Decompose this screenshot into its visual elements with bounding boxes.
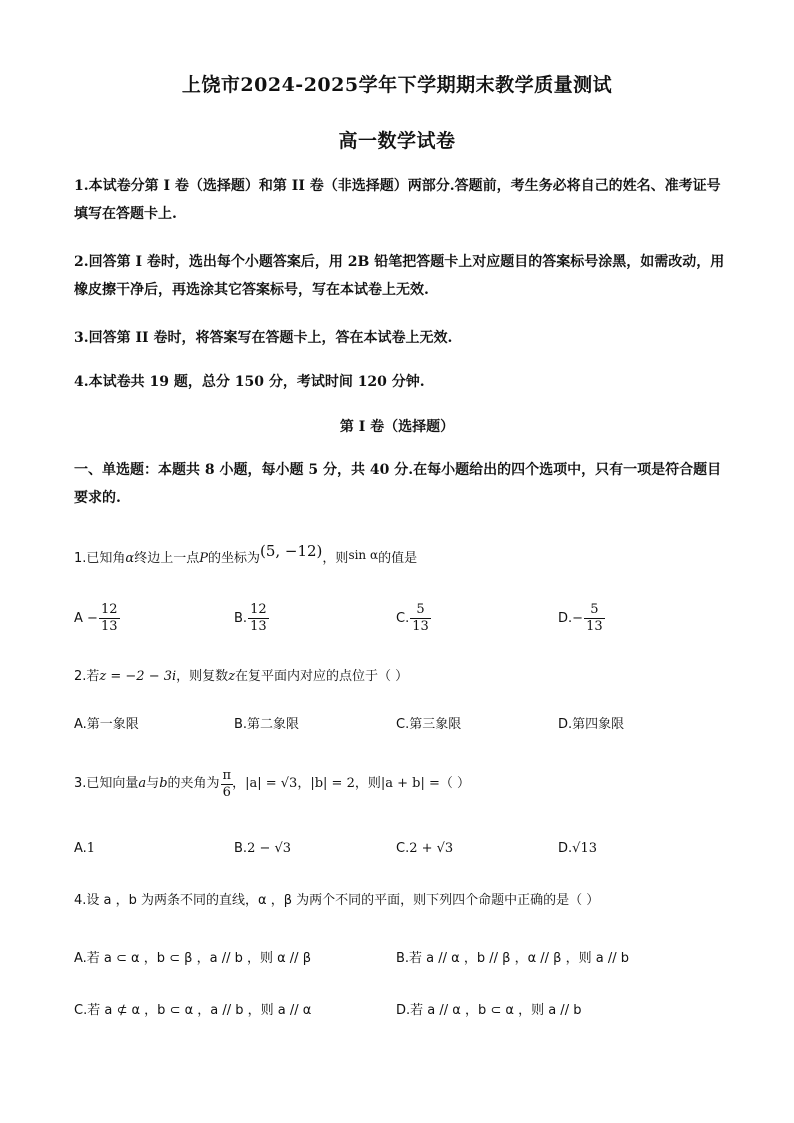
question-2: 2.若z = −2 − 3i，则复数z在复平面内对应的点位于（ ） [74,669,409,684]
q1-option-c[interactable]: C. $\frac{5}{13}$ [396,601,429,634]
q2-option-a[interactable]: A.第一象限 [74,716,139,732]
q3-options [0,828,794,868]
q3-sum: |a + b| = [380,776,440,791]
q1-point: P [199,551,208,566]
section-intro: 一、单选题：本题共 8 小题，每小题 5 分，共 40 分.在每小题给出的四个选项中，只有一项是符合题目要求的. [74,462,722,506]
q1-stem-c: 的坐标为 [207,551,260,566]
q3-mag-b: |b| = 2 [310,776,355,791]
q4-options-row1 [0,936,794,976]
q4-option-c[interactable]: C.若 a ⊄ α ，b ⊂ α ，a // b ，则 a // α [74,1002,312,1018]
q1-options [0,598,794,638]
q1-stem-b: 终边上一点 [134,551,200,566]
instruction-1: 1.本试卷分第 I 卷（选择题）和第 II 卷（非选择题）两部分.答题前，考生务必将自己的姓名、准考证号填写在答题卡上. [74,178,721,222]
fraction: $\frac{5}{13}$ [586,601,603,634]
instruction-2: 2.回答第 I 卷时，选出每个小题答案后，用 2B 铅笔把答题卡上对应题目的答案标号涂黑，如需改动，用橡皮擦干净后，再选涂其它答案标号，写在本试卷上无效. [74,254,725,298]
exam-subtitle: 高一数学试卷 [338,130,456,152]
q2-options [0,702,794,742]
q1-stem-d: ，则 [322,551,349,566]
q3-option-c[interactable]: C. 2 + √3 [396,840,454,856]
q2-option-d[interactable]: D.第四象限 [558,716,625,732]
q4-options-row2 [0,988,794,1028]
exam-title: 上饶市2024-2025学年下学期期末教学质量测试 [181,74,613,96]
question-1 [74,542,734,570]
q1-stem-e: 的值是 [378,551,418,566]
q1-option-a[interactable]: A − $\frac{12}{13}$ [74,601,118,634]
q1-stem-a: 1.已知角 [74,551,126,566]
q3-option-b[interactable]: B. 2 − √3 [234,840,292,856]
q4-option-a[interactable]: A.若 a ⊂ α ，b ⊂ β ，a // b ，则 α // β [74,950,311,966]
part-1-heading: 第 I 卷（选择题） [339,419,455,435]
q4-option-b[interactable]: B.若 a // α ，b // β ，α // β ，则 a // b [396,950,629,966]
q1-sin: sin α [348,548,379,562]
q3-mag-a: |a| = √3 [245,776,298,791]
q3-option-d[interactable]: D. √13 [558,840,597,856]
question-3: 3.已知向量 a 与 b 的夹角为 $\frac{\pi}{6}$ ， |a| = √3 ， |b| = 2 ，则 |a + b| = （ ） [74,767,471,800]
q4-option-d[interactable]: D.若 a // α ，b ⊂ α ，则 a // b [396,1002,582,1018]
question-4: 4.设 a ，b 为两条不同的直线，α ，β 为两个不同的平面，则下列四个命题中正确的是（ ） [74,893,600,908]
q1-coord: (5, −12) [259,542,323,560]
fraction: $\frac{12}{13}$ [250,601,267,634]
q3-option-a[interactable]: A. 1 [74,840,96,856]
q1-option-b[interactable]: B. $\frac{12}{13}$ [234,601,267,634]
fraction: $\frac{12}{13}$ [100,601,118,634]
instruction-4: 4.本试卷共 19 题，总分 150 分，考试时间 120 分钟. [74,374,425,390]
q2-option-b[interactable]: B.第二象限 [234,716,300,732]
q2-option-c[interactable]: C.第三象限 [396,716,462,732]
q2-expr: z = −2 − 3i [99,669,177,684]
instruction-3: 3.回答第 II 卷时，将答案写在答题卡上，答在本试卷上无效. [74,330,453,346]
angle-fraction: $\frac{\pi}{6}$ [222,767,232,800]
q1-option-d[interactable]: D. − $\frac{5}{13}$ [558,601,603,634]
q1-alpha: α [125,551,135,566]
fraction: $\frac{5}{13}$ [412,601,429,634]
